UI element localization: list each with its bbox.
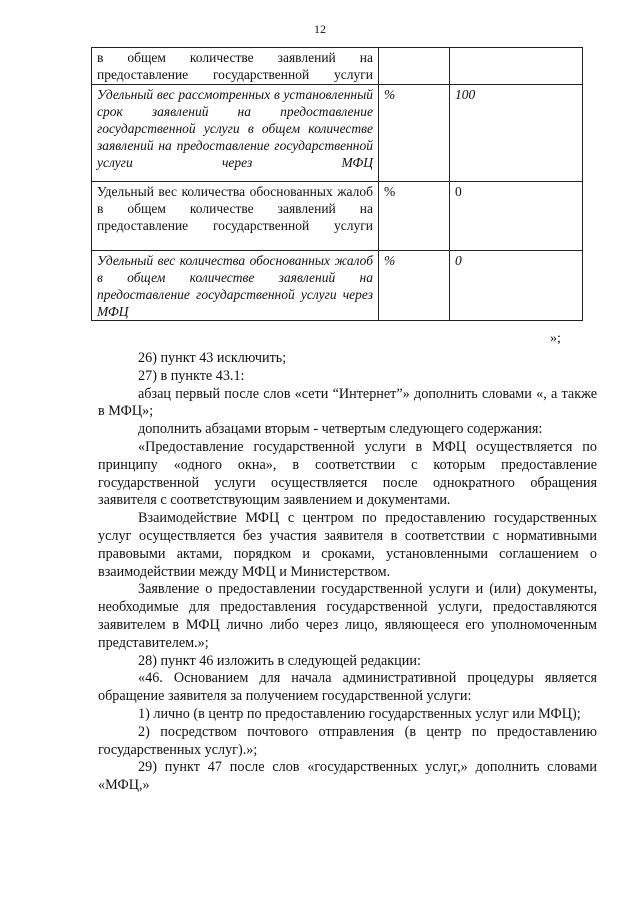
value-cell: 0: [450, 251, 583, 321]
paragraph: 26) пункт 43 исключить;: [138, 350, 287, 366]
paragraph: Взаимодействие МФЦ с центром по предоставлению государственных услуг осуществляется без участия заявителя в соответствии с нормативными правовыми актами, порядком и сроками, установленными соглашением о взаимодействии между МФЦ и Министерством.: [98, 510, 597, 580]
table-row: [92, 251, 583, 321]
paragraph: абзац первый после слов «сети “Интернет”» дополнить словами «, а также в МФЦ»;: [98, 385, 597, 420]
paragraph: 1) лично (в центр по предоставлению государственных услуг или МФЦ);: [138, 705, 581, 722]
unit-cell: %: [379, 182, 450, 251]
indicator-cell: Удельный вес количества обоснованных жалоб в общем количестве заявлений на предоставление государственной услуги: [92, 182, 379, 251]
value-cell: 100: [450, 85, 583, 182]
indicator-cell: Удельный вес рассмотренных в установленный срок заявлений на предоставление государственной услуги в общем количестве заявлений на предоставление государственной услуги через МФЦ: [92, 85, 379, 182]
paragraph: 29) пункт 47 после слов «государственных услуг,» дополнить словами «МФЦ,»: [98, 759, 597, 794]
unit-cell: %: [379, 85, 450, 182]
paragraph: «Предоставление государственной услуги в МФЦ осуществляется по принципу «одного окна», в соответствии с которым предоставление государственной услуги осуществляется после однократного обращения заявителя с соответствующим заявлением и документами.: [98, 438, 597, 509]
page-number: 12: [314, 22, 326, 36]
unit-cell: [379, 48, 450, 85]
paragraph: «46. Основанием для начала административной процедуры является обращение заявителя за получением государственной услуги:: [98, 670, 597, 705]
table-row: [92, 85, 583, 182]
paragraph: 2) посредством почтового отправления (в центр по предоставлению государственных услуг).»;: [98, 723, 597, 758]
value-cell: 0: [450, 182, 583, 251]
paragraph: 28) пункт 46 изложить в следующей редакции:: [138, 652, 421, 669]
table-closing-quote: »;: [550, 331, 561, 346]
indicators-table: [91, 47, 583, 321]
paragraph: 27) в пункте 43.1:: [138, 367, 245, 384]
paragraph: дополнить абзацами вторым - четвертым следующего содержания:: [138, 421, 543, 438]
indicator-cell: Удельный вес количества обоснованных жалоб в общем количестве заявлений на предоставление государственной услуги через МФЦ: [92, 251, 379, 321]
paragraph: Заявление о предоставлении государственной услуги и (или) документы, необходимые для предоставления государственной услуги, предоставляются заявителем в МФЦ лично либо через лицо, являющееся его уполномоченным представителем.»;: [98, 581, 597, 651]
document-body: [98, 350, 597, 795]
value-cell: [450, 48, 583, 85]
indicator-cell: в общем количестве заявлений на предоставление государственной услуги: [92, 48, 379, 85]
table-row: [92, 48, 583, 85]
table-row: [92, 182, 583, 251]
unit-cell: %: [379, 251, 450, 321]
